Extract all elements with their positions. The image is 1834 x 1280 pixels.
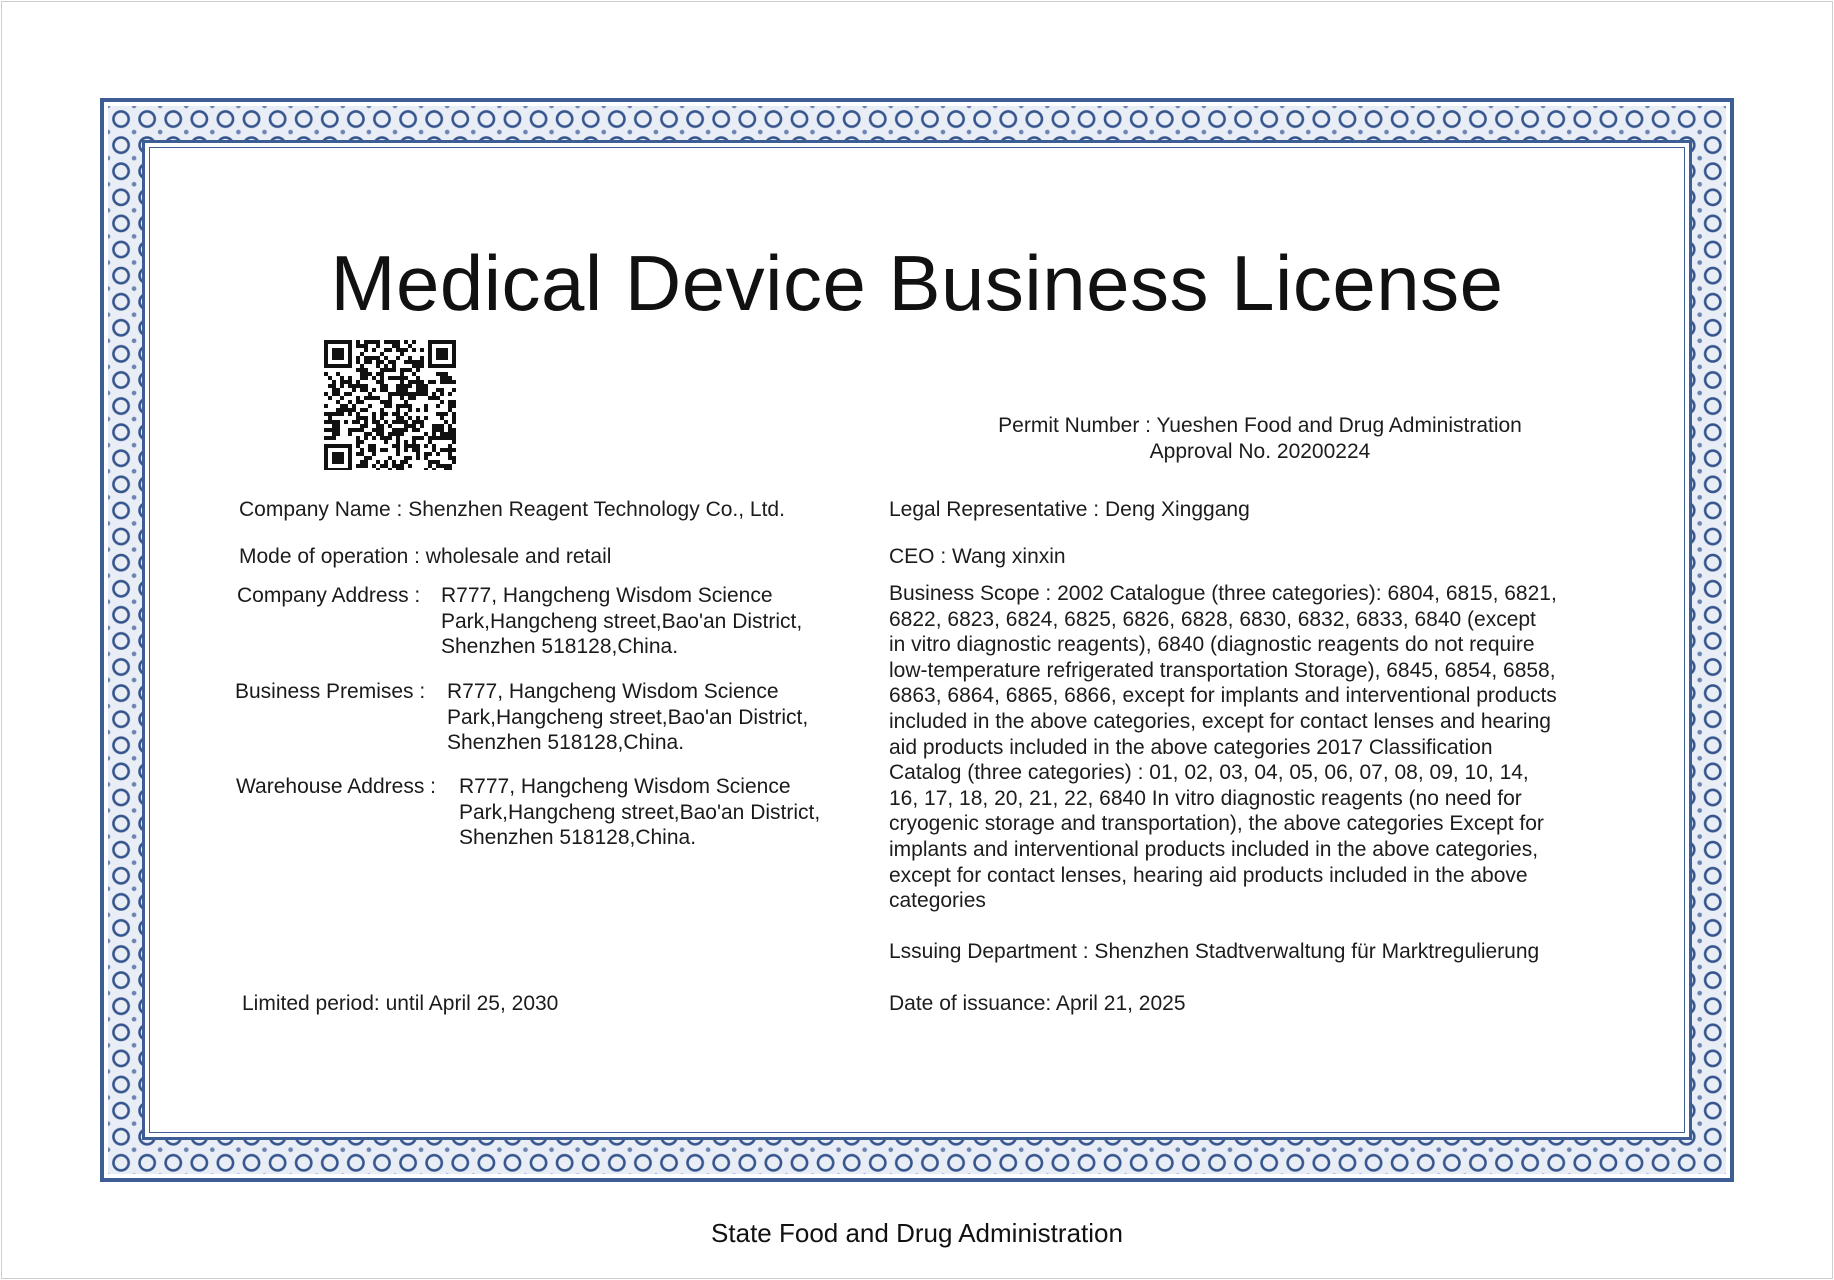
business-premises-label: Business Premises : <box>235 680 426 703</box>
warehouse-address-value: R777, Hangcheng Wisdom Science Park,Hangcheng street,Bao'an District, Shenzhen 518128,China. <box>459 775 821 849</box>
permit-number-line: Permit Number : Yueshen Food and Drug Administration <box>998 414 1522 437</box>
issuing-department: Lssuing Department : Shenzhen Stadtverwaltung für Marktregulierung <box>889 940 1540 963</box>
permit-number <box>960 413 1560 464</box>
company-name: Company Name : Shenzhen Reagent Technology Co., Ltd. <box>239 498 785 521</box>
issuer-footer: State Food and Drug Administration <box>711 1218 1123 1248</box>
company-address-label: Company Address : <box>237 584 421 607</box>
mode-of-operation: Mode of operation : wholesale and retail <box>239 545 612 568</box>
company-address-value: R777, Hangcheng Wisdom Science Park,Hangcheng street,Bao'an District, Shenzhen 518128,China. <box>441 584 803 658</box>
certificate-title: Medical Device Business License <box>330 239 1504 327</box>
business-premises-value: R777, Hangcheng Wisdom Science Park,Hangcheng street,Bao'an District, Shenzhen 518128,China. <box>447 680 809 754</box>
warehouse-address-label: Warehouse Address : <box>236 775 436 798</box>
limited-period: Limited period: until April 25, 2030 <box>242 992 559 1015</box>
qr-code-icon <box>322 340 458 470</box>
ceo: CEO : Wang xinxin <box>889 545 1066 568</box>
business-scope: Business Scope : 2002 Catalogue (three categories): 6804, 6815, 6821, 6822, 6823, 6824, 6825, 6826, 6828, 6830, 6832, 6833, 6840 (except in vitro diagnostic reagents), 6840 (diagnostic reagents do not require low-temperature refrigerated transportation Storage), 6845, 6854, 6858, 6863, 6864, 6865, 6866, except for implants and interventional products included in the above categories, except for contact lenses and hearing aid products included in the above categories 2017 Classification Catalog (three categories) : 01, 02, 03, 04, 05, 06, 07, 08, 09, 10, 14, 16, 17, 18, 20, 21, 22, 6840 In vitro diagnostic reagents (no need for cryogenic storage and transportation), the above categories Except for implants and interventional products included in the above categories, except for contact lenses, hearing aid products included in the above categories <box>889 582 1557 913</box>
date-of-issuance: Date of issuance: April 21, 2025 <box>889 992 1186 1015</box>
legal-representative: Legal Representative : Deng Xinggang <box>889 498 1250 521</box>
approval-number-line: Approval No. 20200224 <box>1149 439 1371 463</box>
